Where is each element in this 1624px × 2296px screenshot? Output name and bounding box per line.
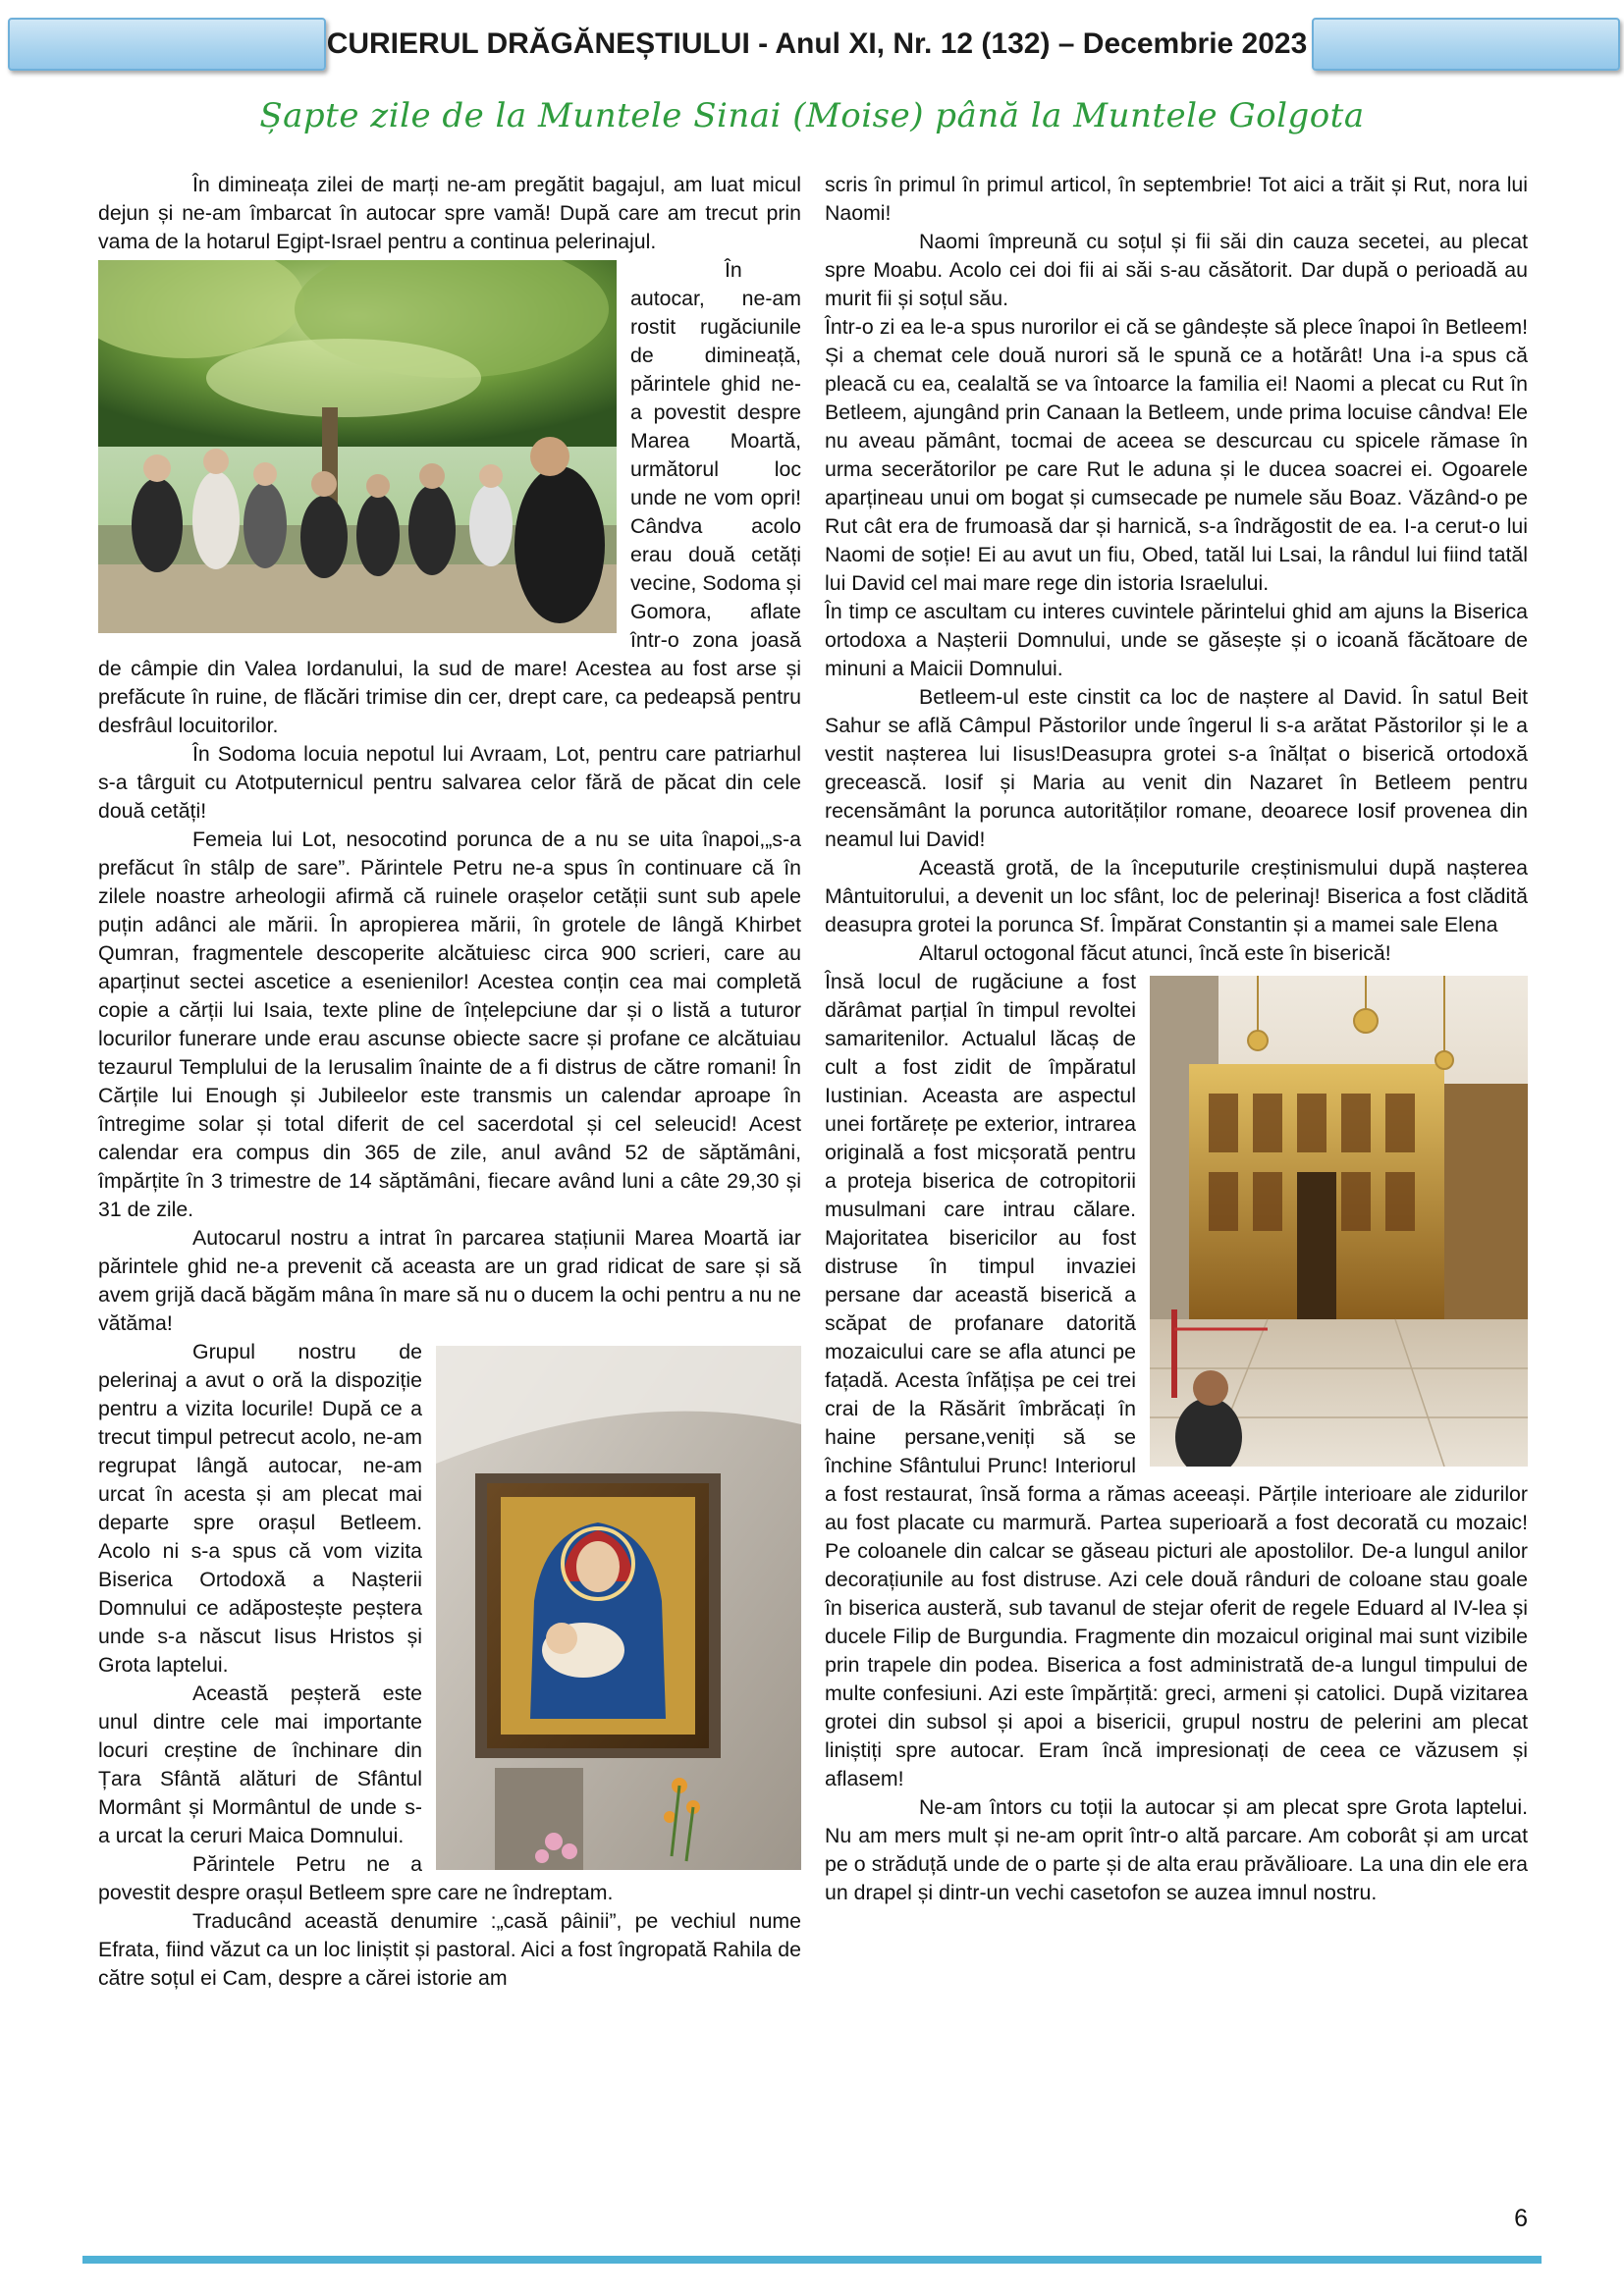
- page-number: 6: [1514, 2205, 1528, 2232]
- header-decor-right: [1312, 18, 1620, 71]
- header-decor-left: [8, 18, 326, 71]
- paragraph: Betleem-ul este cinstit ca loc de naștere al David. În satul Beit Sahur se află Câmpul Păstorilor unde îngerul li s-a arătat Păstorilor și le a vestit nașterea lui Iisus!Deasupra grotei s-a înălțat o biserică ortodoxă grecească. Iosif și Maria au venit din Nazaret în Betleem pentru recensământ la porunca autorităților romane, deoarece Iosif provenea din neamul lui David!: [825, 685, 1528, 851]
- paragraph: Ne-am întors cu toții la autocar și am plecat spre Grota laptelui. Nu am mers mult și ne-am oprit într-o altă parcare. Am coborât și am urcat pe o străduță unde de o parte și de alta erau prăvălioare. La una din ele era un drapel și dintr-un vechi casetofon se auzea imnul nostru.: [825, 1795, 1528, 1904]
- paragraph: Traducând această denumire :„casă pâinii”, pe vechiul nume Efrata, fiind văzut ca un loc liniștit și pastoral. Aici a fost îngropată Rahila de către soțul ei Cam, despre a cărei istorie am: [98, 1909, 801, 1990]
- paragraph: scris în primul în primul articol, în septembrie! Tot aici a trăit și Rut, nora lui Naomi!: [825, 173, 1528, 225]
- article-title: Șapte zile de la Muntele Sinai (Moise) până la Muntele Golgota: [259, 96, 1365, 135]
- paragraph: Altarul octogonal făcut atunci, încă este în biserică!: [919, 941, 1391, 965]
- right-column: [825, 171, 1528, 1907]
- paragraph: Naomi împreună cu soțul și fii săi din cauza secetei, au plecat spre Moabu. Acolo cei doi fii ai săi s-au căsătorit. Dar după o perioadă au murit fii și soțul său.: [825, 230, 1528, 310]
- paragraph: Grupul nostru de pelerinaj a avut o oră la dispoziție pentru a vizita locurile! După ce a trecut timpul petrecut acolo, ne-am regrupat lângă autocar, ne-am urcat în acesta și am plecat mai departe spre orașul Betleem. Acolo ni s-a spus că vom vizita Biserica Ortodoxă a Nașterii Domnului ce adăpostește peștera unde s-a născut Iisus Hristos și Grota laptelui.: [98, 1340, 422, 1677]
- paragraph: În autocar, ne-am rostit rugăciunile de dimineață, părintele ghid ne-a povestit despre Marea Moartă, următorul loc unde ne vom opri! Cândva acolo erau două cetăți vecine, Sodoma și Gomora, aflate într-o zona joasă de câmpie din Valea Iordanului, la sud de mare! Acestea au fost arse și prefăcute în ruine, de flăcări trimise din cer, drept care, ca pedeapsă pentru desfrâul locuitorilor.: [98, 258, 802, 737]
- paragraph: Femeia lui Lot, nesocotind porunca de a nu se uita înapoi,„s-a prefăcut în stâlp de sare”. Părintele Petru ne-a spus în continuare că în zilele noastre arheologii afirmă că ruinele orașelor cetății sunt sub apele puțin adânci ale mării. În apropierea mării, în grotele de lângă Khirbet Qumran, fragmentele descoperite alcătuiesc circa 900 scrieri, care au aparținut sectei ascetice a esenienilor! Acestea conțin cea mai completă copie a cărții lui Isaia, texte pline de înțelepciune dar și o listă a tuturor locurilor funerare unde erau ascunse obiecte sacre și profane ce alcătuiau tezaurul Templului de la Ierusalim înainte de a fi distrus de către romani! În Cărțile lui Enough și Jubileelor este transmis un calendar aproape în întregime solar și total diferit de cel sacerdotal și cel seleucid! Acest calendar era compus din 365 de zile, anul având 52 de săptămâni, împărțite în 3 trimestre de 14 săptămâni, fiecare având luni a câte 29,30 și 31 de zile.: [98, 828, 801, 1221]
- paragraph: Părintele Petru ne a povestit despre orașul Betleem spre care ne îndreptam.: [98, 1852, 614, 1904]
- paragraph: Această grotă, de la începuturile creștinismului după nașterea Mântuitorului, a devenit un loc sfânt, loc de pelerinaj! Biserica a fost clădită deasupra grotei la porunca Sf. Împărat Constantin și a mamei sale Elena: [825, 856, 1528, 936]
- paragraph: Însă locul de rugăciune a fost dărâmat parțial în timpul revoltei samaritenilor. Actualul lăcaș de cult a fost zidit de împăratul Iustinian. Aceasta are aspectul unei fortărețe pe exterior, intrarea originală a fost micșorată pentru a proteja biserica de cotropitorii musulmani care intrau călare. Majoritatea bisericilor au fost distruse în timpul invaziei persane dar această biserică a scăpat de profanare datorită mozaicului care se afla atunci pe fațadă. Acesta înfățișa pe cei trei crai de la Răsărit îmbrăcați în haine persane,veniți să se închine Sfântului Prunc! Interiorul a fost restaurat, însă forma a rămas aceeași. Părțile interioare ale zidurilor au fost placate cu marmură. Partea superioară a fost decorată cu mozaic! Pe coloanele din calcar se găseau picturi ale apostolilor. De-a lungul anilor decorațiunile au fost distruse. Azi cele două rânduri de coloane stau goale în biserica austeră, sub tavanul de stejar oferit de regele Eduard al IV-lea și ducele Filip de Burgundia. Fragmente din mozaicul original mai sunt vizibile prin trapele din podea. Biserica a fost administrată de-a lungul timpului de multe confesiuni. Azi este împărțită: greci, armeni și catolici. După vizitarea grotei din subsol și apoi a bisericii, grupul nostru de pelerini am plecat liniștiți spre autocar. Eram încă impresionați de ceea ce văzusem și aflasem!: [825, 970, 1528, 1790]
- photo-church-interior: [1150, 976, 1528, 1467]
- photo-virgin-mary-icon: [436, 1346, 801, 1870]
- paragraph: Această peșteră este unul dintre cele mai importante locuri creștine de închinare din Țara Sfântă alături de Sfântul Mormânt și Mormântul de unde s-a urcat la ceruri Maica Domnului.: [98, 1682, 422, 1847]
- left-column: [98, 171, 801, 1993]
- footer-rule: [82, 2256, 1542, 2264]
- paragraph: Într-o zi ea le-a spus nurorilor ei că se gândește să plece înapoi în Betleem! Și a chemat cele două nurori să le spună ce a hotărât! Una i-a spus că pleacă cu ea, cealaltă se va întoarce la familia ei! Naomi a plecat cu Rut în Betleem, ajungând prin Canaan la Betleem, unde prima locuise cândva! Ele nu aveau pământ, tocmai de aceea se descurcau cu spicele rămase în urma secerătorilor pe care Rut le aduna și le ducea soacrei ei. Ogoarele aparțineau unui om bogat și cumsecade pe numele său Boaz. Văzând-o pe Rut cât era de frumoasă dar și harnică, s-a îndrăgostit de ea. I-a cerut-o lui Naomi de soție! Ei au avut un fiu, Obed, tatăl lui Lsai, la rândul lui fiind tatăl lui David cel mai mare rege din istoria Israelului.: [825, 315, 1528, 595]
- photo-pilgrims-garden: [98, 260, 617, 633]
- masthead: CURIERUL DRĂGĂNEȘTIULUI - Anul XI, Nr. 12 (132) – Decembrie 2023: [326, 27, 1308, 60]
- paragraph: În timp ce ascultam cu interes cuvintele părintelui ghid am ajuns la Biserica ortodoxa a Nașterii Domnului, unde se găsește și o icoană făcătoare de minuni a Maicii Domnului.: [825, 600, 1528, 680]
- paragraph: Autocarul nostru a intrat în parcarea stațiunii Marea Moartă iar părintele ghid ne-a prevenit că aceasta are un grad ridicat de sare și să avem grijă dacă băgăm mâna în mare să nu o ducem la ochi pentru a nu ne vătăma!: [98, 1226, 801, 1335]
- paragraph: În Sodoma locuia nepotul lui Avraam, Lot, pentru care patriarhul s-a târguit cu Atotputernicul pentru salvarea celor fără de păcat din cele două cetăți!: [98, 742, 801, 823]
- paragraph: În dimineața zilei de marți ne-am pregătit bagajul, am luat micul dejun și ne-am îmbarcat în autocar spre vamă! După care am trecut prin vama de la hotarul Egipt-Israel pentru a continua pelerinajul.: [98, 173, 801, 253]
